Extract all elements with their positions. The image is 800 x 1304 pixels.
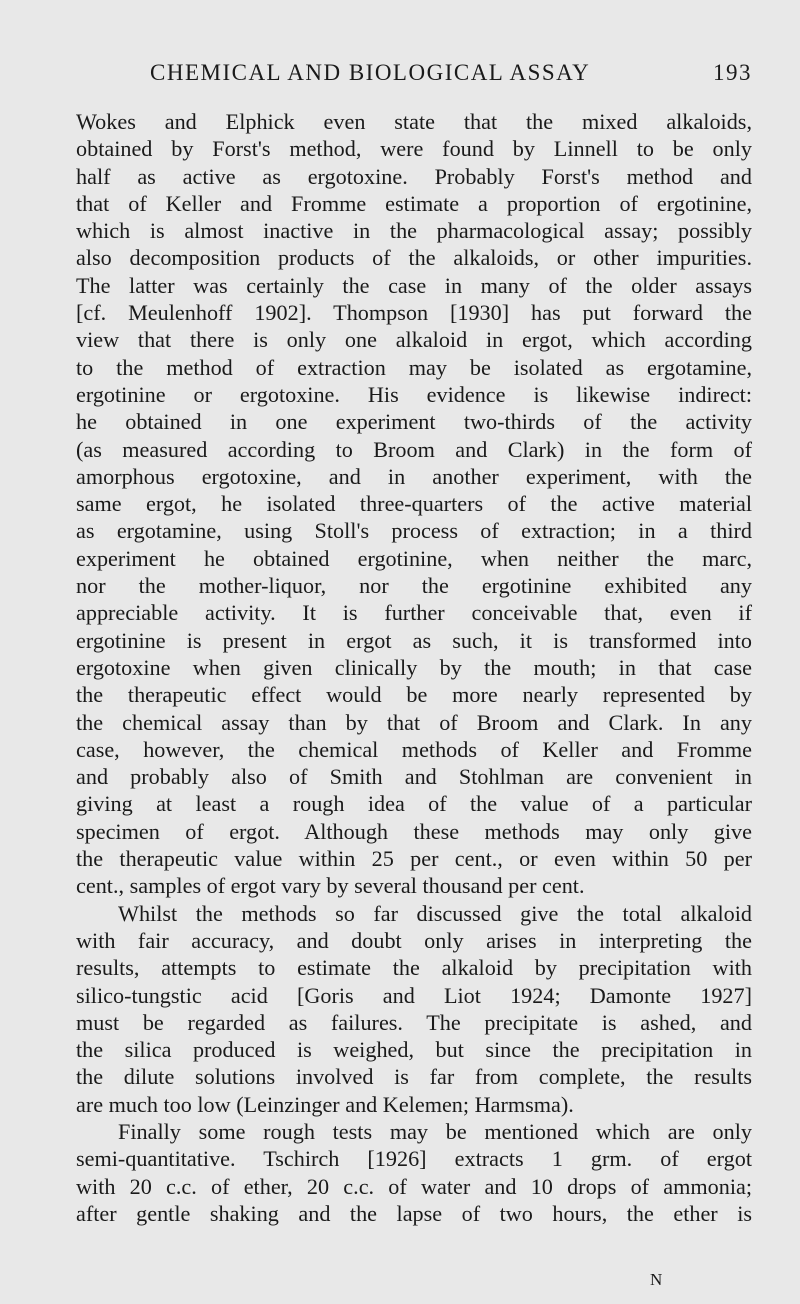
text-line: he obtained in one experiment two-thirds of the activity bbox=[76, 409, 752, 435]
text-line: [cf. Meulenhoff 1902]. Thompson [1930] has put forward the bbox=[76, 300, 752, 326]
text-line: semi-quantitative. Tschirch [1926] extracts 1 grm. of ergot bbox=[76, 1146, 752, 1172]
text-line: cent., samples of ergot vary by several thousand per cent. bbox=[76, 873, 585, 899]
text-line: Wokes and Elphick even state that the mixed alkaloids, bbox=[76, 109, 752, 134]
running-title: CHEMICAL AND BIOLOGICAL ASSAY bbox=[150, 60, 591, 85]
text-line: half as active as ergotoxine. Probably Forst's method and bbox=[76, 163, 752, 189]
text-line: The latter was certainly the case in many of the older assays bbox=[76, 272, 752, 298]
text-line: with fair accuracy, and doubt only arises in interpreting the bbox=[76, 927, 752, 953]
text-line: that of Keller and Fromme estimate a proportion of ergotinine, bbox=[76, 190, 752, 216]
text-line: (as measured according to Broom and Clark) in the form of bbox=[76, 436, 752, 462]
text-line: to the method of extraction may be isolated as ergotamine, bbox=[76, 354, 752, 380]
text-line: and probably also of Smith and Stohlman are convenient in bbox=[76, 764, 752, 790]
page-number: 193 bbox=[713, 60, 752, 85]
signature-mark: N bbox=[650, 1270, 664, 1289]
text-line: same ergot, he isolated three-quarters of the active material bbox=[76, 491, 752, 517]
body-text bbox=[76, 108, 752, 1227]
text-line: also decomposition products of the alkaloids, or other impurities. bbox=[76, 245, 752, 271]
text-line: are much too low (Leinzinger and Kelemen; Harmsma). bbox=[76, 1091, 574, 1117]
text-line: must be regarded as failures. The precipitate is ashed, and bbox=[76, 1009, 752, 1035]
text-line: results, attempts to estimate the alkaloid by precipitation with bbox=[76, 955, 752, 981]
running-head bbox=[78, 60, 752, 94]
text-line: as ergotamine, using Stoll's process of extraction; in a third bbox=[76, 518, 752, 544]
text-line: the silica produced is weighed, but since the precipitation in bbox=[76, 1037, 752, 1063]
text-line: amorphous ergotoxine, and in another experiment, with the bbox=[76, 463, 752, 489]
text-line: Finally some rough tests may be mentioned which are only bbox=[118, 1118, 752, 1144]
text-line: silico-tungstic acid [Goris and Liot 1924; Damonte 1927] bbox=[76, 982, 752, 1008]
text-line: Whilst the methods so far discussed give the total alkaloid bbox=[118, 900, 752, 926]
text-line: the chemical assay than by that of Broom and Clark. In any bbox=[76, 709, 752, 735]
text-line: ergotinine is present in ergot as such, it is transformed into bbox=[76, 627, 752, 653]
text-line: after gentle shaking and the lapse of two hours, the ether is bbox=[76, 1200, 752, 1226]
text-line: ergotinine or ergotoxine. His evidence is likewise indirect: bbox=[76, 381, 752, 407]
text-line: experiment he obtained ergotinine, when neither the marc, bbox=[76, 545, 752, 571]
text-line: ergotoxine when given clinically by the mouth; in that case bbox=[76, 654, 752, 680]
text-line: appreciable activity. It is further conceivable that, even if bbox=[76, 600, 752, 626]
text-line: which is almost inactive in the pharmacological assay; possibly bbox=[76, 218, 752, 244]
text-line: case, however, the chemical methods of Keller and Fromme bbox=[76, 736, 752, 762]
text-line: giving at least a rough idea of the value of a particular bbox=[76, 791, 752, 817]
text-line: the dilute solutions involved is far from complete, the results bbox=[76, 1064, 752, 1090]
text-line: the therapeutic value within 25 per cent., or even within 50 per bbox=[76, 846, 752, 872]
text-line: view that there is only one alkaloid in ergot, which according bbox=[76, 327, 752, 353]
text-line: the therapeutic effect would be more nearly represented by bbox=[76, 682, 752, 708]
text-line: nor the mother-liquor, nor the ergotinine exhibited any bbox=[76, 573, 752, 599]
text-line: specimen of ergot. Although these methods may only give bbox=[76, 818, 752, 844]
text-line: obtained by Forst's method, were found by Linnell to be only bbox=[76, 136, 752, 162]
text-line: with 20 c.c. of ether, 20 c.c. of water and 10 drops of ammonia; bbox=[76, 1173, 752, 1199]
